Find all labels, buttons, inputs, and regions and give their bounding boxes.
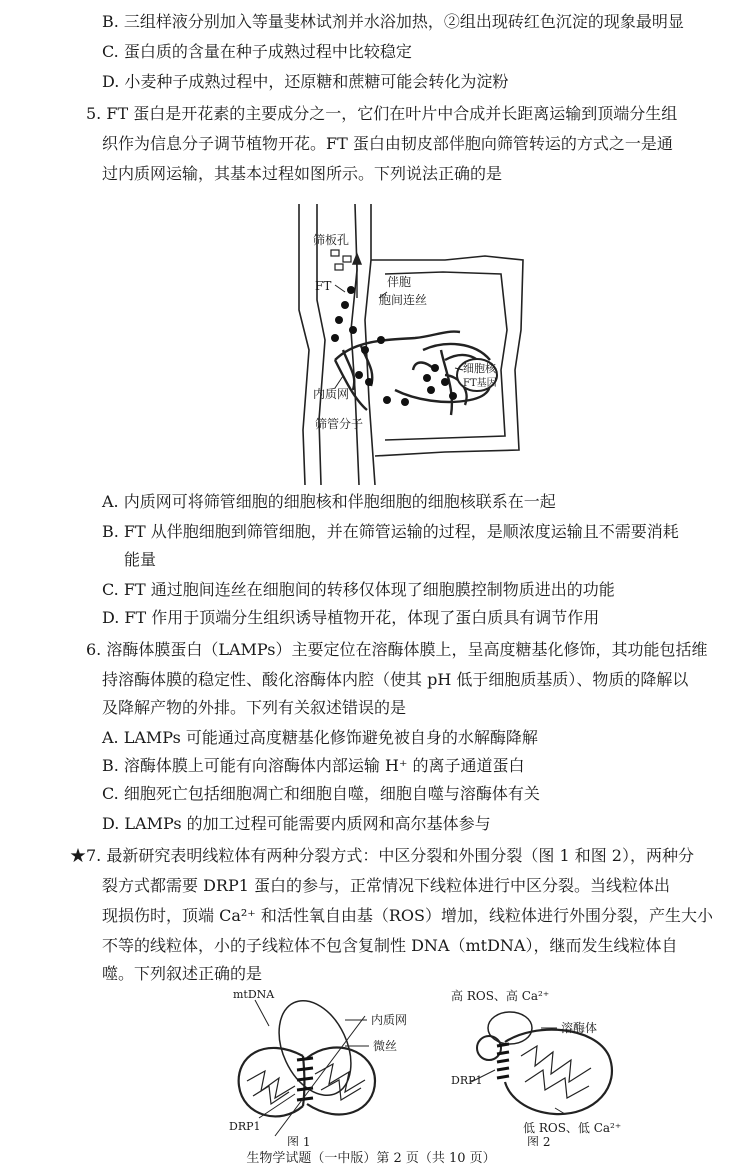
q7-stem-line-4: 不等的线粒体，小的子线粒体不包含复制性 DNA（mtDNA），继而发生线粒体自: [102, 936, 678, 955]
label-er: 内质网: [313, 387, 350, 401]
q6-option-a: A. LAMPs 可能通过高度糖基化修饰避免被自身的水解酶降解: [102, 728, 538, 747]
q5-option-b: B. FT 从伴胞细胞到筛管细胞，并在筛管运输的过程，是顺浓度运输且不需要消耗: [102, 522, 679, 541]
q5-option-c: C. FT 通过胞间连丝在细胞间的转移仅体现了细胞膜控制物质进出的功能: [102, 580, 615, 599]
fig1-label-er: 内质网: [371, 1013, 408, 1027]
q5-stem-line-1: 5. FT 蛋白是开花素的主要成分之一，它们在叶片中合成并长距离运输到顶端分生组: [86, 104, 678, 123]
q7-stem-line-3: 现损伤时，顶端 Ca²⁺ 和活性氧自由基（ROS）增加，线粒体进行外围分裂，产生大小: [102, 906, 713, 925]
fig1-caption: 图 1: [287, 1135, 311, 1146]
fig1-label-mtdna: mtDNA: [233, 988, 275, 1001]
label-ft: FT: [315, 279, 332, 293]
q4-option-b: B. 三组样液分别加入等量斐林试剂并水浴加热，②组出现砖红色沉淀的现象最明显: [102, 12, 684, 31]
fig2-caption: 图 2: [527, 1135, 551, 1146]
q5-stem-line-3: 过内质网运输，其基本过程如图所示。下列说法正确的是: [102, 164, 503, 183]
label-ft-gene: FT基因: [463, 378, 497, 389]
q7-stem-line-1: ★7. 最新研究表明线粒体有两种分裂方式：中区分裂和外围分裂（图 1 和图 2），两种分: [70, 846, 694, 865]
q4-option-c: C. 蛋白质的含量在种子成熟过程中比较稳定: [102, 42, 412, 61]
fig2-label-low: 低 ROS、低 Ca²⁺: [523, 1121, 622, 1135]
label-nucleus: 细胞核: [463, 362, 496, 375]
q6-stem-line-1: 6. 溶酶体膜蛋白（LAMPs）主要定位在溶酶体膜上，呈高度糖基化修饰，其功能包括维: [86, 640, 708, 659]
label-sieve-plate: 筛板孔: [313, 233, 350, 247]
q6-option-c: C. 细胞死亡包括细胞凋亡和细胞自噬，细胞自噬与溶酶体有关: [102, 784, 540, 803]
q7-figure-2: [445, 986, 645, 1146]
fig1-label-drp1: DRP1: [229, 1120, 261, 1133]
q6-stem-line-2: 持溶酶体膜的稳定性、酸化溶酶体内腔（使其 pH 低于细胞质基质）、物质的降解以: [102, 670, 689, 689]
fig2-label-lysosome: 溶酶体: [561, 1021, 598, 1035]
label-sieve-element: 筛管分子: [315, 417, 364, 431]
label-companion-cell: 伴胞: [387, 275, 412, 289]
q6-option-b: B. 溶酶体膜上可能有向溶酶体内部运输 H⁺ 的离子通道蛋白: [102, 756, 525, 775]
q7-figure-1: [225, 986, 425, 1146]
q7-stem-line-5: 噬。下列叙述正确的是: [102, 964, 263, 983]
q5-ft-transport-figure: [295, 200, 530, 485]
q5-option-a: A. 内质网可将筛管细胞的细胞核和伴胞细胞的细胞核联系在一起: [102, 492, 556, 511]
page-footer: 生物学试题（一中版）第 2 页（共 10 页）: [246, 1151, 496, 1166]
q5-option-d: D. FT 作用于顶端分生组织诱导植物开花，体现了蛋白质具有调节作用: [102, 608, 600, 627]
q6-option-d: D. LAMPs 的加工过程可能需要内质网和高尔基体参与: [102, 814, 491, 833]
q5-option-b-cont: 能量: [124, 550, 157, 569]
q7-stem-line-2: 裂方式都需要 DRP1 蛋白的参与，正常情况下线粒体进行中区分裂。当线粒体出: [102, 876, 670, 895]
fig1-label-filament: 微丝: [373, 1039, 398, 1053]
q5-stem-line-2: 织作为信息分子调节植物开花。FT 蛋白由韧皮部伴胞向筛管转运的方式之一是通: [102, 134, 673, 153]
q6-stem-line-3: 及降解产物的外排。下列有关叙述错误的是: [102, 698, 407, 717]
fig2-label-high: 高 ROS、高 Ca²⁺: [451, 989, 550, 1003]
label-plasmodesmata: 胞间连丝: [379, 293, 428, 307]
q4-option-d: D. 小麦种子成熟过程中，还原糖和蔗糖可能会转化为淀粉: [102, 72, 509, 91]
fig2-label-drp1: DRP1: [451, 1074, 483, 1087]
